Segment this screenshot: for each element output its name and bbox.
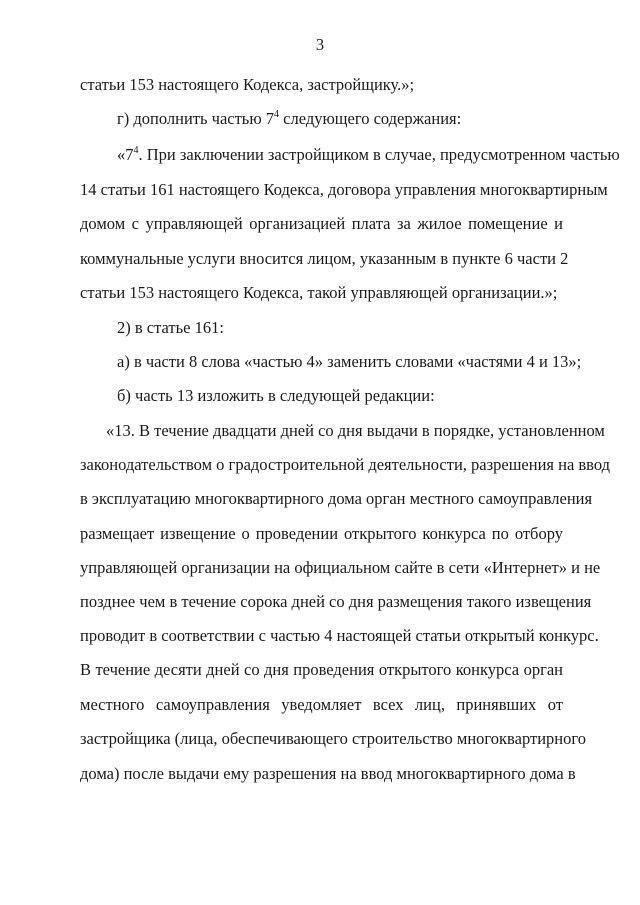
- text-line: статьи 153 настоящего Кодекса, застройщику.»;: [80, 75, 415, 94]
- text-line: 2) в статье 161:: [117, 318, 224, 337]
- text-line: 14 статьи 161 настоящего Кодекса, договора управления многоквартирным: [80, 180, 608, 199]
- text-line: а) в части 8 слова «частью 4» заменить словами «частями 4 и 13»;: [117, 352, 582, 371]
- text-line: б) часть 13 изложить в следующей редакции:: [117, 386, 435, 405]
- text-line: «$7^4$. При заключении застройщиком в случае, предусмотренном частью: [117, 145, 620, 164]
- text-line: г) дополнить частью $7^4$ следующего содержания:: [117, 109, 462, 128]
- text-line: статьи 153 настоящего Кодекса, такой управляющей организации.»;: [80, 283, 558, 302]
- text-line: размещает извещение о проведении открытого конкурса по отбору: [80, 524, 563, 543]
- text-line: проводит в соответствии с частью 4 настоящей статьи открытый конкурс.: [80, 626, 599, 645]
- text-line: В течение десяти дней со дня проведения открытого конкурса орган: [80, 660, 563, 679]
- text-line: управляющей организации на официальном сайте в сети «Интернет» и не: [80, 558, 601, 577]
- text-line: законодательством о градостроительной деятельности, разрешения на ввод: [80, 455, 611, 474]
- text-line: домом с управляющей организацией плата за жилое помещение и: [80, 214, 563, 233]
- page-number: 3: [315, 35, 325, 54]
- text-line: дома) после выдачи ему разрешения на ввод многоквартирного дома в: [80, 764, 576, 783]
- text-line: местного самоуправления уведомляет всех лиц, принявших от: [80, 695, 563, 714]
- text-line: позднее чем в течение сорока дней со дня размещения такого извещения: [80, 592, 592, 611]
- text-line: коммунальные услуги вносится лицом, указанным в пункте 6 части 2: [80, 249, 569, 268]
- text-line: в эксплуатацию многоквартирного дома орган местного самоуправления: [80, 489, 593, 508]
- text-line: «13. В течение двадцати дней со дня выдачи в порядке, установленном: [106, 421, 605, 440]
- text-line: застройщика (лица, обеспечивающего строительство многоквартирного: [80, 729, 586, 748]
